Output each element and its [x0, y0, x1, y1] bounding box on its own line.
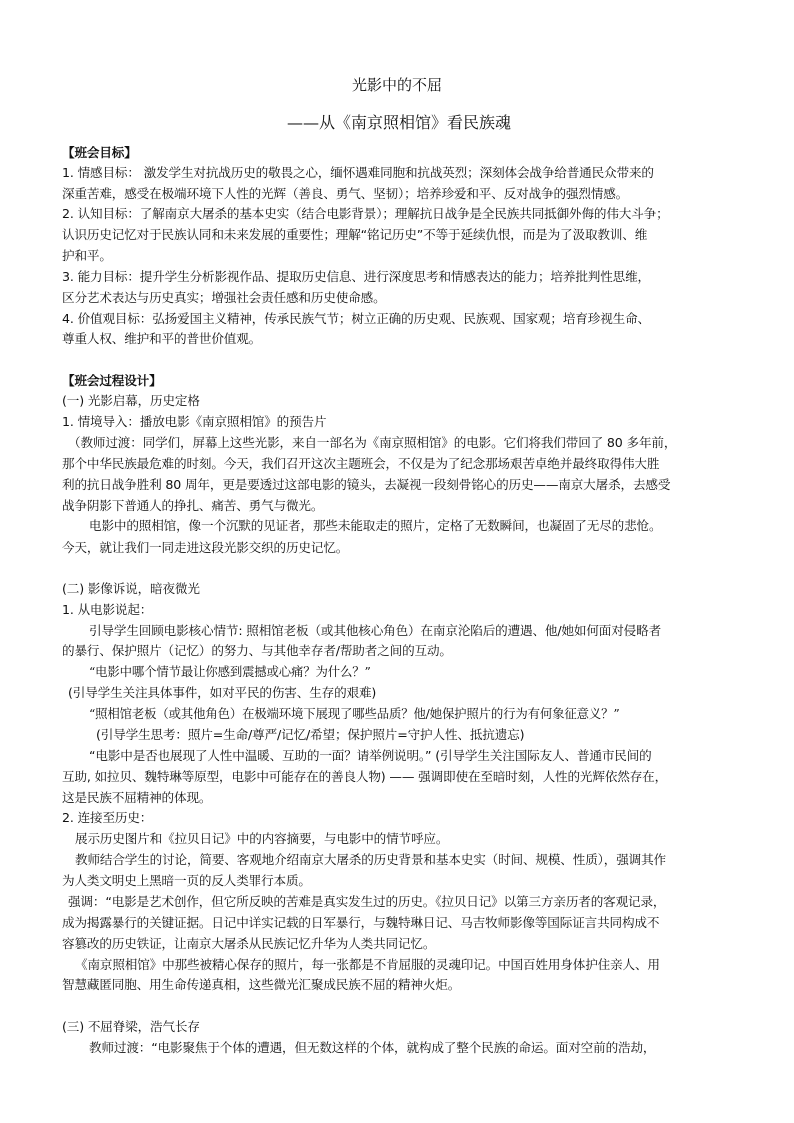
text-line: 1. 从电影说起： [62, 602, 153, 617]
text-line: 区分艺术表达与历史真实；增强社会责任感和历史使命感。 [62, 290, 386, 305]
text-line: 强调：“电影是艺术创作，但它所反映的苦难是真实发生过的历史。《拉贝日记》以第三方亲历者的客观记录， [68, 894, 666, 909]
question-line: “电影中哪个情节最让你感到震撼或心痛？为什么？” [89, 664, 371, 679]
text-line: 的暴行、保护照片（记忆）的努力、与其他幸存者/帮助者之间的互动。 [62, 643, 452, 658]
text-line: 1. 情境导入：播放电影《南京照相馆》的预告片 [62, 414, 327, 429]
text-line: 那个中华民族最危难的时刻。今天，我们召开这次主题班会，不仅是为了纪念那场艰苦卓绝并最终取得伟大胜 [62, 456, 660, 471]
text-line: 3. 能力目标：提升学生分析影视作品、提取历史信息、进行深度思考和情感表达的能力；培养批判性思维， [62, 269, 650, 284]
text-line: 容篡改的历史铁证，让南京大屠杀从民族记忆升华为人类共同记忆。 [62, 936, 436, 951]
text-line: 互助, 如拉贝、魏特琳等原型，电影中可能存在的善良人物) —— 强调即使在至暗时刻，人性的光辉依然存在， [62, 769, 668, 784]
question-line: “电影中是否也展现了人性中温暖、互助的一面？请举例说明。” (引导学生关注国际友人、普通市民间的 [89, 748, 652, 763]
text-line: 成为揭露暴行的关键证据。日记中详实记载的日军暴行，与魏特琳日记、马吉牧师影像等国际证言共同构成不 [62, 915, 660, 930]
text-line: 《南京照相馆》中那些被精心保存的照片，每一张都是不肯屈服的灵魂印记。中国百姓用身体护住亲人、用 [75, 957, 660, 972]
document-subtitle: ——从《南京照相馆》看民族魂 [286, 113, 511, 132]
text-line: 1. 情感目标： 激发学生对抗战历史的敬畏之心，缅怀遇难同胞和抗战英烈；深刻体会战争给普通民众带来的 [62, 165, 654, 180]
text-line: 智慧藏匿同胞、用生命传递真相，这些微光汇聚成民族不屈的精神火炬。 [62, 977, 461, 992]
text-line: 深重苦难，感受在极端环境下人性的光辉（善良、勇气、坚韧）；培养珍爱和平、反对战争的强烈情感。 [62, 186, 629, 201]
question-line: “照相馆老板（或其他角色）在极端环境下展现了哪些品质？他/她保护照片的行为有何象征意义？” [89, 706, 620, 721]
text-line: （教师过渡：同学们，屏幕上这些光影，来自一部名为《南京照相馆》的电影。它们将我们带回了 80 多年前， [68, 435, 677, 450]
text-line: 教师结合学生的讨论，简要、客观地介绍南京大屠杀的历史背景和基本史实（时间、规模、性质），强调其作 [75, 852, 667, 867]
subsection-heading: (二) 影像诉说，暗夜微光 [62, 581, 200, 596]
section-heading-process: 【班会过程设计】 [62, 373, 162, 388]
text-line: (引导学生思考：照片=生命/尊严/记忆/希望；保护照片=守护人性、抵抗遗忘) [96, 727, 525, 742]
text-line: 教师过渡：“电影聚焦于个体的遭遇，但无数这样的个体，就构成了整个民族的命运。面对空前的浩劫， [89, 1040, 656, 1055]
text-line: 战争阴影下普通人的挣扎、痛苦、勇气与微光。 [62, 498, 324, 513]
text-line: 今天，就让我们一同走进这段光影交织的历史记忆。 [62, 540, 349, 555]
text-line: 2. 认知目标：了解南京大屠杀的基本史实（结合电影背景）；理解抗日战争是全民族共同抵御外侮的伟大斗争； [62, 206, 669, 221]
section-heading-goals: 【班会目标】 [62, 145, 137, 160]
text-line: 利的抗日战争胜利 80 周年，更是要透过这部电影的镜头，去凝视一段刻骨铭心的历史——南京大屠杀，去感受 [62, 477, 671, 492]
text-line: 尊重人权、维护和平的普世价值观。 [62, 331, 262, 346]
subsection-heading: (三) 不屈脊梁，浩气长存 [62, 1019, 200, 1034]
text-line: 引导学生回顾电影核心情节: 照相馆老板（或其他核心角色）在南京沦陷后的遭遇、他/她如何面对侵略者 [89, 623, 662, 638]
subsection-heading: (一) 光影启幕，历史定格 [62, 393, 200, 408]
text-line: 护和平。 [62, 248, 112, 263]
text-line: 展示历史图片和《拉贝日记》中的内容摘要，与电影中的情节呼应。 [75, 831, 449, 846]
text-line: 为人类文明史上黑暗一页的反人类罪行本质。 [62, 873, 311, 888]
text-line: 4. 价值观目标：弘扬爱国主义精神，传承民族气节；树立正确的历史观、民族观、国家观；培育珍视生命、 [62, 311, 650, 326]
text-line: 认识历史记忆对于民族认同和未来发展的重要性；理解“铭记历史”不等于延续仇恨，而是为了汲取教训、维 [62, 227, 648, 242]
document-title: 光影中的不屈 [351, 76, 442, 94]
text-line: 电影中的照相馆，像一个沉默的见证者，那些未能取走的照片，定格了无数瞬间，也凝固了无尽的悲怆。 [89, 518, 662, 533]
text-line: 这是民族不屈精神的体现。 [62, 790, 212, 805]
text-line: (引导学生关注具体事件，如对平民的伤害、生存的艰难) [68, 685, 377, 700]
text-line: 2. 连接至历史： [62, 810, 153, 825]
